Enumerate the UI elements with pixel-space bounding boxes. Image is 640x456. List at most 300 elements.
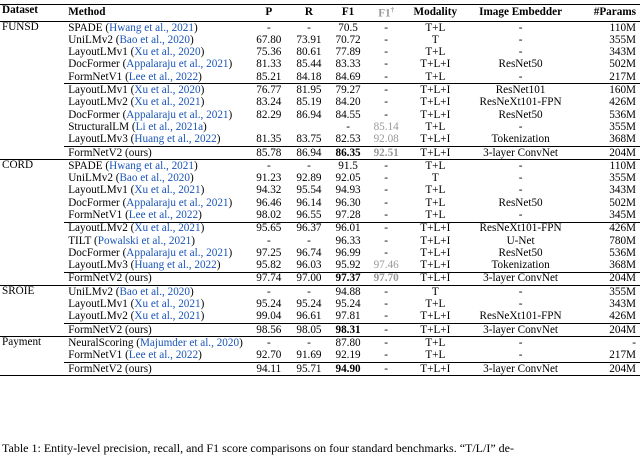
dataset-cell — [0, 299, 64, 311]
dataset-cell — [0, 134, 64, 147]
f1-dagger-cell: - — [367, 84, 405, 97]
image-embedder-cell: - — [518, 21, 523, 34]
method-name: LayoutLMv2 — [68, 310, 128, 323]
precision-cell: - — [249, 337, 289, 350]
citation-link[interactable]: Appalaraju et al., 2021 — [126, 58, 229, 71]
method-cell — [64, 146, 249, 159]
f1-cell: 97.28 — [335, 209, 361, 221]
f1-dagger-cell: - — [384, 196, 389, 209]
citation-link[interactable]: Appalaraju et al., 2021 — [126, 108, 229, 121]
recall-cell: 96.37 — [289, 222, 329, 235]
method-name: LayoutLMv2 — [68, 222, 128, 235]
f1-cell: 70.5 — [338, 21, 358, 34]
method-cell — [64, 324, 249, 337]
method-cell: LayoutLMv3 (Huang et al., 2022) — [68, 133, 221, 146]
params-cell: 502M — [609, 196, 636, 209]
f1-dagger-cell: - — [384, 246, 389, 259]
method-cell: SPADE (Hwang et al., 2021) — [68, 21, 198, 34]
modality-cell: T+L+I — [405, 363, 465, 376]
method-cell: FormNetV1 (Lee et al., 2022) — [68, 209, 202, 221]
method-name: DocFormer — [68, 246, 120, 259]
recall-cell: 73.91 — [296, 33, 322, 46]
dataset-cell — [0, 34, 64, 46]
f1-dagger-cell: - — [384, 33, 389, 46]
table-row — [0, 337, 640, 350]
modality-cell: T+L — [425, 120, 446, 133]
f1-cell: 94.88 — [329, 286, 367, 299]
f1-dagger-cell: 97.70 — [367, 272, 405, 285]
f1-dagger-cell: - — [384, 310, 389, 323]
params-cell: 426M — [609, 96, 636, 109]
recall-cell: 86.94 — [296, 108, 322, 121]
params-cell: 160M — [576, 84, 640, 97]
f1-dagger-cell: - — [384, 21, 389, 34]
precision-cell: 96.46 — [256, 196, 282, 209]
dagger-mark: † — [390, 5, 395, 14]
citation-link[interactable]: Xu et al., 2021 — [134, 184, 201, 197]
table-row — [0, 84, 640, 97]
precision-cell: 95.65 — [249, 222, 289, 235]
params-cell: 204M — [576, 363, 640, 376]
image-embedder-cell: 3-layer ConvNet — [465, 324, 575, 337]
method-cell: LayoutLMv1 (Xu et al., 2021) — [68, 184, 205, 197]
table-row — [0, 350, 640, 363]
table-row — [0, 247, 640, 259]
f1-dagger-cell: - — [384, 184, 389, 197]
precision-cell: 82.29 — [256, 108, 282, 121]
citation-link[interactable]: Bao et al., 2020 — [119, 33, 190, 46]
precision-cell: 83.24 — [256, 96, 282, 109]
method-name: FormNetV2 (ours) — [68, 323, 152, 336]
table-row — [0, 299, 640, 311]
modality-cell: T+L — [425, 21, 446, 34]
method-name: LayoutLMv3 — [68, 133, 128, 146]
image-embedder-cell: 3-layer ConvNet — [465, 272, 575, 285]
params-cell: 426M — [576, 222, 640, 235]
image-embedder-cell: ResNet50 — [498, 108, 543, 121]
method-name: NeuralScoring — [68, 336, 134, 349]
method-name: LayoutLMv1 — [68, 184, 128, 197]
table-row — [0, 34, 640, 46]
header-p: P — [249, 5, 289, 22]
citation-link[interactable]: Appalaraju et al., 2021 — [126, 246, 229, 259]
recall-cell: 95.71 — [289, 363, 329, 376]
header-r: R — [289, 5, 329, 22]
precision-cell: 99.04 — [256, 310, 282, 323]
f1-cell: 97.37 — [329, 272, 367, 285]
table-row — [0, 121, 640, 133]
image-embedder-cell: Tokenization — [491, 259, 550, 272]
f1-cell: 77.89 — [335, 46, 361, 59]
params-cell: 355M — [609, 33, 636, 46]
params-cell: 345M — [609, 209, 636, 221]
f1-dagger-cell: 85.14 — [373, 120, 399, 133]
modality-cell: T+L+I — [405, 84, 465, 97]
dataset-cell — [0, 173, 64, 185]
citation-link[interactable]: Xu et al., 2021 — [134, 298, 201, 311]
image-embedder-cell: - — [518, 184, 523, 197]
dataset-cell — [0, 260, 64, 273]
f1-dagger-cell: - — [384, 58, 389, 71]
method-cell: LayoutLMv2 (Xu et al., 2021) — [68, 96, 205, 109]
dataset-cell — [0, 146, 64, 159]
image-embedder-cell: - — [465, 160, 575, 173]
recall-cell: 80.61 — [296, 46, 322, 59]
recall-cell: - — [289, 337, 329, 350]
precision-cell: 85.78 — [249, 146, 289, 159]
f1-cell: 98.31 — [329, 324, 367, 337]
recall-cell: - — [289, 160, 329, 173]
table-row — [0, 286, 640, 299]
table-row — [0, 209, 640, 222]
method-name: FormNetV2 (ours) — [68, 146, 152, 159]
table-row — [0, 109, 640, 121]
table-row — [0, 22, 640, 35]
params-cell: 355M — [609, 172, 636, 185]
dataset-cell — [0, 59, 64, 71]
f1-cell: 84.55 — [335, 108, 361, 121]
dataset-cell — [0, 97, 64, 109]
dataset-cell — [0, 222, 64, 235]
image-embedder-cell: ResNeXt101-FPN — [479, 96, 562, 109]
params-cell: 536M — [609, 246, 636, 259]
method-name: LayoutLMv1 — [68, 84, 128, 97]
citation-link[interactable]: Bao et al., 2020 — [119, 285, 190, 298]
modality-cell: T+L+I — [405, 324, 465, 337]
table-caption: Table 1: Entity-level precision, recall, and F1 score comparisons on four standard benchmarks. “T/L/I” de- — [2, 441, 514, 455]
modality-cell: T+L+I — [420, 96, 451, 109]
citation-link[interactable]: Xu et al., 2020 — [134, 46, 201, 59]
method-name: LayoutLMv1 — [68, 46, 128, 59]
modality-cell: T+L — [425, 196, 446, 209]
image-embedder-cell: - — [518, 46, 523, 59]
f1-cell: 97.81 — [335, 310, 361, 323]
recall-cell: 96.55 — [296, 209, 322, 221]
recall-cell: 95.54 — [296, 184, 322, 197]
method-name: FormNetV2 (ours) — [68, 272, 152, 285]
f1-cell: 95.24 — [335, 298, 361, 311]
params-cell: 217M — [609, 349, 636, 362]
method-name: FormNetV1 — [68, 70, 123, 83]
citation-link[interactable]: Xu et al., 2021 — [134, 310, 201, 323]
dataset-cell: CORD — [0, 160, 64, 173]
precision-cell: 95.24 — [256, 298, 282, 311]
method-cell: TILT (Powalski et al., 2021) — [68, 234, 195, 247]
table-header-row — [0, 5, 640, 22]
dataset-cell — [0, 311, 64, 324]
method-name: DocFormer — [68, 108, 120, 121]
citation-link[interactable]: Lee et al., 2022 — [128, 209, 199, 221]
dataset-cell — [0, 71, 64, 84]
modality-cell: T+L+I — [420, 234, 451, 247]
f1-dagger-cell: - — [384, 209, 389, 221]
modality-cell: T+L+I — [420, 58, 451, 71]
method-cell: LayoutLMv1 (Xu et al., 2021) — [68, 298, 205, 311]
dataset-cell — [0, 185, 64, 197]
image-embedder-cell: - — [518, 172, 523, 185]
dataset-cell — [0, 350, 64, 363]
recall-cell: 83.75 — [296, 133, 322, 146]
recall-cell: - — [307, 21, 311, 34]
table-row — [0, 59, 640, 71]
method-cell: LayoutLMv1 (Xu et al., 2020) — [64, 84, 249, 97]
f1-dagger-cell: - — [367, 337, 405, 350]
citation-link[interactable]: Bao et al., 2020 — [119, 172, 190, 185]
f1-dagger-cell: - — [367, 286, 405, 299]
citation-link[interactable]: Li et al., 2021a — [135, 120, 204, 133]
f1-cell: 96.01 — [329, 222, 367, 235]
image-embedder-cell: - — [518, 209, 523, 221]
method-cell: LayoutLMv3 (Huang et al., 2022) — [68, 259, 221, 272]
dataset-cell: Payment — [0, 337, 64, 350]
dataset-cell — [0, 47, 64, 59]
citation-link[interactable]: Powalski et al., 2021 — [97, 234, 192, 247]
image-embedder-cell: ResNet101 — [465, 84, 575, 97]
f1-dagger-cell: 92.08 — [373, 133, 399, 146]
dataset-cell: FUNSD — [2, 21, 39, 33]
recall-cell: 92.89 — [296, 172, 322, 185]
recall-cell: 85.44 — [296, 58, 322, 71]
citation-link[interactable]: Hwang et al., 2021 — [109, 159, 194, 172]
modality-cell: T+L+I — [420, 133, 451, 146]
f1-cell: 96.99 — [335, 246, 361, 259]
table-row — [0, 97, 640, 109]
params-cell: 217M — [609, 70, 636, 83]
table-row — [0, 222, 640, 235]
method-name: UniLMv2 — [68, 33, 113, 46]
modality-cell: T+L — [425, 184, 446, 197]
image-embedder-cell: U-Net — [506, 234, 535, 247]
params-cell: 343M — [609, 46, 636, 59]
recall-cell — [289, 121, 329, 133]
table-row — [0, 47, 640, 59]
precision-cell: - — [266, 21, 271, 34]
f1-cell: 92.05 — [335, 172, 361, 185]
method-name: LayoutLMv1 — [68, 298, 128, 311]
recall-cell: 85.19 — [296, 96, 322, 109]
method-name: UniLMv2 — [68, 285, 113, 298]
f1-cell: 84.69 — [335, 70, 361, 83]
table-row — [0, 160, 640, 173]
precision-cell: 98.56 — [249, 324, 289, 337]
f1-cell: 79.27 — [329, 84, 367, 97]
table-row — [0, 260, 640, 273]
image-embedder-cell: ResNet50 — [498, 58, 543, 71]
f1-cell: 96.33 — [335, 234, 361, 247]
image-embedder-cell: 3-layer ConvNet — [465, 146, 575, 159]
method-name: SPADE — [68, 21, 103, 34]
table-row — [0, 235, 640, 247]
params-cell: 204M — [576, 272, 640, 285]
precision-cell: - — [249, 286, 289, 299]
modality-cell: T+L+I — [420, 246, 451, 259]
f1-cell: 82.53 — [335, 133, 361, 146]
f1-dagger-cell: - — [384, 108, 389, 121]
citation-link[interactable]: Huang et al., 2022 — [134, 133, 217, 146]
modality-cell: T+L — [425, 70, 446, 83]
header-modality: Modality — [405, 5, 465, 22]
method-name: UniLMv2 — [68, 172, 113, 185]
table-body — [0, 22, 640, 376]
recall-cell: 81.95 — [289, 84, 329, 97]
f1-cell: 91.5 — [329, 160, 367, 173]
modality-cell: T+L+I — [405, 222, 465, 235]
params-cell: 355M — [576, 286, 640, 299]
table-row — [0, 173, 640, 185]
f1-dagger-cell: - — [384, 96, 389, 109]
f1-dagger-cell: - — [384, 46, 389, 59]
precision-cell: 67.80 — [256, 33, 282, 46]
image-embedder-cell: - — [465, 286, 575, 299]
table-row — [0, 324, 640, 337]
precision-cell: - — [266, 234, 271, 247]
image-embedder-cell: ResNet50 — [498, 246, 543, 259]
recall-cell: 96.61 — [296, 310, 322, 323]
image-embedder-cell: ResNeXt101-FPN — [465, 222, 575, 235]
modality-cell: T+L — [425, 298, 446, 311]
recall-cell: 95.24 — [296, 298, 322, 311]
f1-dagger-cell: 92.51 — [367, 146, 405, 159]
f1-cell: 92.19 — [335, 349, 361, 362]
citation-link[interactable]: Hwang et al., 2021 — [109, 21, 194, 34]
precision-cell: 94.32 — [256, 184, 282, 197]
params-cell: 204M — [576, 146, 640, 159]
image-embedder-cell: Tokenization — [491, 133, 550, 146]
results-table — [0, 4, 640, 376]
dataset-cell — [0, 197, 64, 209]
f1-cell: 84.20 — [335, 96, 361, 109]
precision-cell: 94.11 — [249, 363, 289, 376]
precision-cell: 95.82 — [256, 259, 282, 272]
table-row — [0, 146, 640, 159]
method-cell: LayoutLMv2 (Xu et al., 2021) — [68, 310, 205, 323]
modality-cell: T — [405, 286, 465, 299]
f1-dagger-cell: - — [384, 234, 389, 247]
f1-cell: 94.93 — [335, 184, 361, 197]
method-name: FormNetV1 — [68, 349, 123, 362]
method-cell: SPADE (Hwang et al., 2021) — [64, 160, 249, 173]
precision-cell: 92.70 — [256, 349, 282, 362]
modality-cell: T+L+I — [405, 146, 465, 159]
image-embedder-cell: - — [518, 120, 523, 133]
image-embedder-cell: - — [518, 349, 523, 362]
dataset-cell — [0, 209, 64, 222]
image-embedder-cell: 3-layer ConvNet — [465, 363, 575, 376]
params-cell: 355M — [609, 120, 636, 133]
citation-link[interactable]: Xu et al., 2021 — [134, 222, 201, 235]
recall-cell: 86.94 — [289, 146, 329, 159]
f1-dagger-cell: 97.46 — [373, 259, 399, 272]
f1-dagger-cell: - — [367, 324, 405, 337]
method-cell: DocFormer (Appalaraju et al., 2021) — [68, 108, 233, 121]
precision-cell: 81.35 — [256, 133, 282, 146]
table-row — [0, 134, 640, 147]
recall-cell: - — [289, 286, 329, 299]
f1-dagger-cell: - — [367, 222, 405, 235]
precision-cell: 97.25 — [256, 246, 282, 259]
citation-link[interactable]: Huang et al., 2022 — [134, 259, 217, 272]
table-row — [0, 185, 640, 197]
modality-cell: T+L+I — [405, 272, 465, 285]
f1-dagger-cell: - — [367, 363, 405, 376]
header-dataset: Dataset — [0, 5, 64, 22]
params-cell: 780M — [609, 234, 636, 247]
method-cell: DocFormer (Appalaraju et al., 2021) — [68, 246, 233, 259]
image-embedder-cell: ResNeXt101-FPN — [479, 310, 562, 323]
dataset-cell — [0, 109, 64, 121]
modality-cell: T — [431, 33, 439, 46]
method-name: StructuralLM — [68, 120, 130, 133]
method-cell: FormNetV1 (Lee et al., 2022) — [68, 349, 202, 362]
header-f1: F1 — [329, 5, 367, 22]
image-embedder-cell: - — [518, 298, 523, 311]
method-name: SPADE — [68, 159, 103, 172]
modality-cell: T — [431, 172, 439, 185]
f1-dagger-cell: - — [384, 172, 389, 185]
dataset-cell — [0, 121, 64, 133]
precision-cell: 76.77 — [249, 84, 289, 97]
f1-cell: 95.92 — [335, 259, 361, 272]
params-cell: 343M — [609, 298, 636, 311]
citation-link[interactable]: Majumder et al., 2020 — [139, 336, 240, 349]
params-cell: 110M — [609, 21, 636, 34]
params-cell: 502M — [609, 58, 636, 71]
f1-cell: 94.90 — [329, 363, 367, 376]
header-method: Method — [64, 5, 249, 22]
f1-dagger-cell: - — [384, 298, 389, 311]
f1-cell: 70.72 — [335, 33, 361, 46]
table-row — [0, 272, 640, 285]
header-image-embedder: Image Embedder — [465, 5, 575, 22]
method-name: LayoutLMv3 — [68, 259, 128, 272]
recall-cell: - — [307, 234, 311, 247]
recall-cell: 96.03 — [296, 259, 322, 272]
dataset-cell — [0, 363, 64, 376]
method-cell: NeuralScoring (Majumder et al., 2020) — [64, 337, 249, 350]
image-embedder-cell: ResNet50 — [498, 196, 543, 209]
precision-cell: 91.23 — [256, 172, 282, 185]
citation-link[interactable]: Xu et al., 2021 — [134, 96, 201, 109]
method-name: DocFormer — [68, 58, 120, 71]
method-cell: UniLMv2 (Bao et al., 2020) — [64, 286, 249, 299]
method-name: LayoutLMv2 — [68, 96, 128, 109]
f1-dagger-cell: - — [384, 349, 389, 362]
citation-link[interactable]: Lee et al., 2022 — [128, 70, 199, 83]
precision-cell: 97.74 — [249, 272, 289, 285]
params-cell: 343M — [609, 184, 636, 197]
precision-cell: - — [249, 160, 289, 173]
params-cell: - — [576, 337, 640, 350]
f1-cell: 83.33 — [335, 58, 361, 71]
dataset-cell — [0, 84, 64, 97]
citation-link[interactable]: Xu et al., 2020 — [134, 84, 201, 97]
method-cell — [64, 363, 249, 376]
recall-cell: 97.00 — [289, 272, 329, 285]
recall-cell: 96.14 — [296, 196, 322, 209]
precision-cell — [249, 121, 289, 133]
citation-link[interactable]: Lee et al., 2022 — [128, 349, 199, 362]
precision-cell: 98.02 — [256, 209, 282, 221]
recall-cell: 84.18 — [296, 70, 322, 83]
citation-link[interactable]: Appalaraju et al., 2021 — [126, 196, 229, 209]
recall-cell: 96.74 — [296, 246, 322, 259]
f1-cell: 86.35 — [329, 146, 367, 159]
table-row — [0, 363, 640, 376]
table-row — [0, 311, 640, 324]
recall-cell: 91.69 — [296, 349, 322, 362]
image-embedder-cell: - — [518, 33, 523, 46]
modality-cell: T+L — [425, 46, 446, 59]
